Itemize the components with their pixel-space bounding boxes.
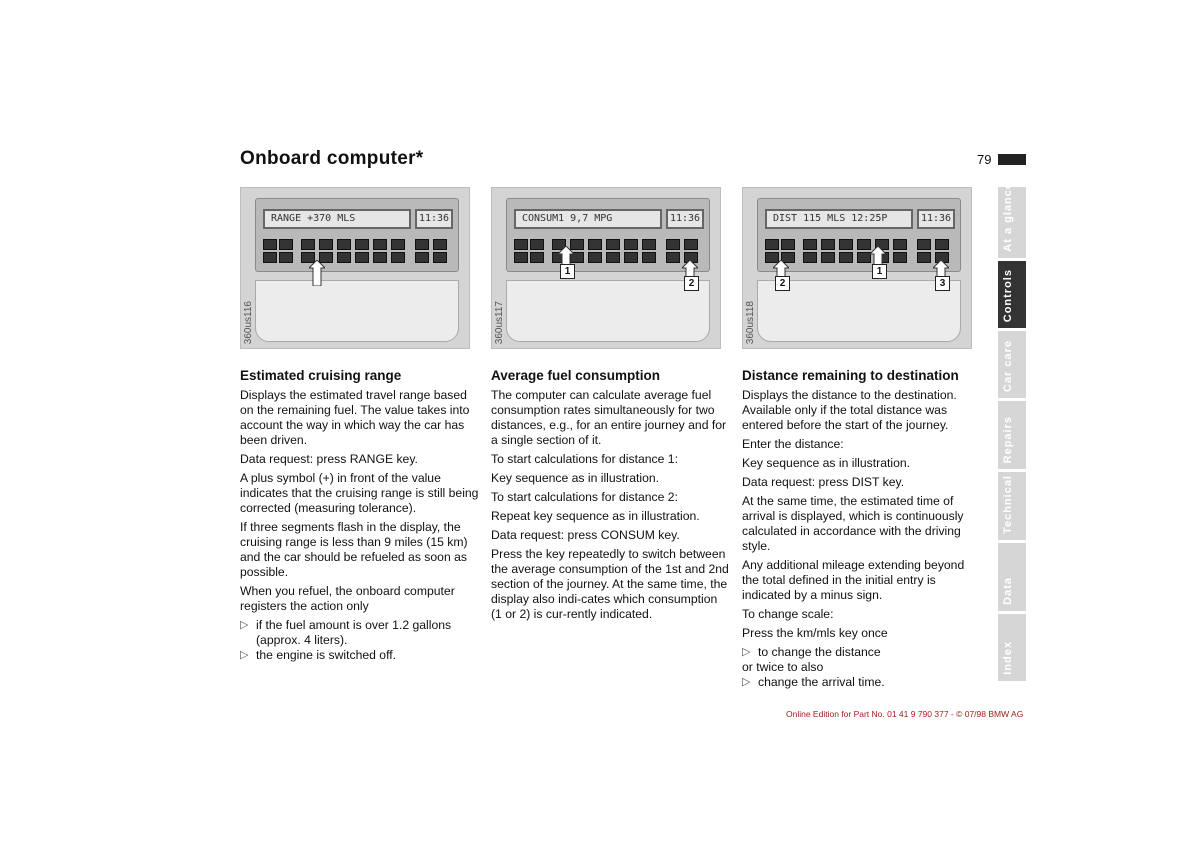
paragraph: Displays the estimated travel range based on the remaining fuel. The value takes into account the way in which way the car has been driven. xyxy=(240,388,470,447)
section-heading: Distance remaining to destination xyxy=(742,368,959,383)
triangle-bullet-icon: ▷ xyxy=(240,619,249,631)
tab-index[interactable] xyxy=(998,614,1026,681)
paragraph: If three segments flash in the display, the cruising range is less than 9 miles (15 km) and the car should be refueled as soon as possible. xyxy=(240,520,468,579)
paragraph: Press the km/mls key once xyxy=(742,626,888,640)
paragraph: A plus symbol (+) in front of the value indicates that the cruising range is still being corrected (measuring tolerance). xyxy=(240,471,479,515)
bullet-text: the engine is switched off. xyxy=(256,648,397,662)
tab-technical[interactable] xyxy=(998,472,1026,540)
tab-controls[interactable] xyxy=(998,261,1026,328)
paragraph: Key sequence as in illustration. xyxy=(742,456,911,470)
storage-tray xyxy=(255,280,459,342)
triangle-bullet-icon: ▷ xyxy=(742,676,751,688)
storage-tray xyxy=(506,280,710,342)
page-number-bar xyxy=(998,154,1026,165)
step-number-badge: 3 xyxy=(935,276,950,291)
tab-label: Technical xyxy=(1002,475,1014,534)
paragraph: At the same time, the estimated time of arrival is displayed, which is continuously calculated in accordance with the driving style. xyxy=(742,494,964,553)
bullet-item xyxy=(240,648,480,663)
paragraph: Data request: press RANGE key. xyxy=(240,452,418,466)
computer-panel xyxy=(506,198,710,272)
paragraph: Repeat key sequence as in illustration. xyxy=(491,509,700,523)
lcd-display: RANGE +370 MLS xyxy=(263,209,411,229)
triangle-bullet-icon: ▷ xyxy=(240,649,249,661)
section-heading: Average fuel consumption xyxy=(491,368,661,383)
computer-panel xyxy=(255,198,459,272)
section-heading: Estimated cruising range xyxy=(240,368,402,383)
clock-display: 11:36 xyxy=(666,209,704,229)
clock-display: 11:36 xyxy=(415,209,453,229)
figure-range xyxy=(240,187,470,349)
paragraph: Displays the distance to the destination. Available only if the total distance was entered before the start of the journey. xyxy=(742,388,957,432)
key-row xyxy=(263,239,453,265)
figure-consumption xyxy=(491,187,721,349)
bullet-item xyxy=(742,675,982,690)
paragraph: To start calculations for distance 2: xyxy=(491,490,678,504)
paragraph: Data request: press CONSUM key. xyxy=(491,528,680,542)
tab-label: Data xyxy=(1002,577,1014,605)
arrow-up-icon xyxy=(870,246,886,266)
tab-label: Repairs xyxy=(1002,415,1014,463)
figure-distance xyxy=(742,187,972,349)
bullet-text: to change the distance xyxy=(758,645,881,659)
page-title: Onboard computer* xyxy=(240,148,424,169)
triangle-bullet-icon: ▷ xyxy=(742,646,751,658)
paragraph: Press the key repeatedly to switch between the average consumption of the 1st and 2nd section of the journey. At the same time, the display also indi-cates which consumption (1 or 2) is cur-rently indicated. xyxy=(491,547,729,621)
step-number-badge: 1 xyxy=(560,264,575,279)
tab-data[interactable] xyxy=(998,543,1026,611)
tab-label: Index xyxy=(1002,641,1014,675)
figure-code: 360us118 xyxy=(745,300,756,344)
section-cruising-range xyxy=(240,368,480,663)
bullet-text: if the fuel amount is over 1.2 gallons (approx. 4 liters). xyxy=(256,618,452,647)
paragraph: Enter the distance: xyxy=(742,437,844,451)
step-number-badge: 1 xyxy=(872,264,887,279)
figure-code: 360us116 xyxy=(243,300,254,344)
tab-label: At a glance xyxy=(1002,182,1014,252)
paragraph: Key sequence as in illustration. xyxy=(491,471,660,485)
bullet-text: change the arrival time. xyxy=(758,675,885,689)
lcd-display: DIST 115 MLS 12:25P xyxy=(765,209,913,229)
key-row xyxy=(514,239,704,265)
arrow-up-icon xyxy=(309,260,325,280)
tab-at-a-glance[interactable] xyxy=(998,182,1026,258)
tab-label: Car care xyxy=(1002,339,1014,392)
step-number-badge: 2 xyxy=(684,276,699,291)
paragraph: Data request: press DIST key. xyxy=(742,475,905,489)
key-row xyxy=(765,239,955,265)
lcd-display: CONSUM1 9,7 MPG xyxy=(514,209,662,229)
clock-display: 11:36 xyxy=(917,209,955,229)
paragraph: The computer can calculate average fuel consumption rates simultaneously for two distances, e.g., for an entire journey and for a single section of it. xyxy=(491,388,727,447)
bullet-item xyxy=(742,645,982,660)
tab-car-care[interactable] xyxy=(998,331,1026,398)
paragraph: To start calculations for distance 1: xyxy=(491,452,678,466)
tab-label: Controls xyxy=(1002,268,1014,322)
paragraph: To change scale: xyxy=(742,607,834,621)
step-number-badge: 2 xyxy=(775,276,790,291)
arrow-up-icon xyxy=(558,246,574,266)
figure-code: 360us117 xyxy=(494,300,505,344)
paragraph: When you refuel, the onboard computer registers the action only xyxy=(240,584,455,613)
section-fuel-consumption xyxy=(491,368,731,626)
footer-note: Online Edition for Part No. 01 41 9 790 377 - © 07/98 BMW AG xyxy=(786,709,1024,719)
paragraph: Any additional mileage extending beyond the total defined in the initial entry is indicated by a minus sign. xyxy=(742,558,965,602)
paragraph: or twice to also xyxy=(742,660,824,674)
page-number: 79 xyxy=(977,152,992,167)
section-distance-destination xyxy=(742,368,982,690)
bullet-item xyxy=(240,618,480,648)
tab-repairs[interactable] xyxy=(998,401,1026,469)
